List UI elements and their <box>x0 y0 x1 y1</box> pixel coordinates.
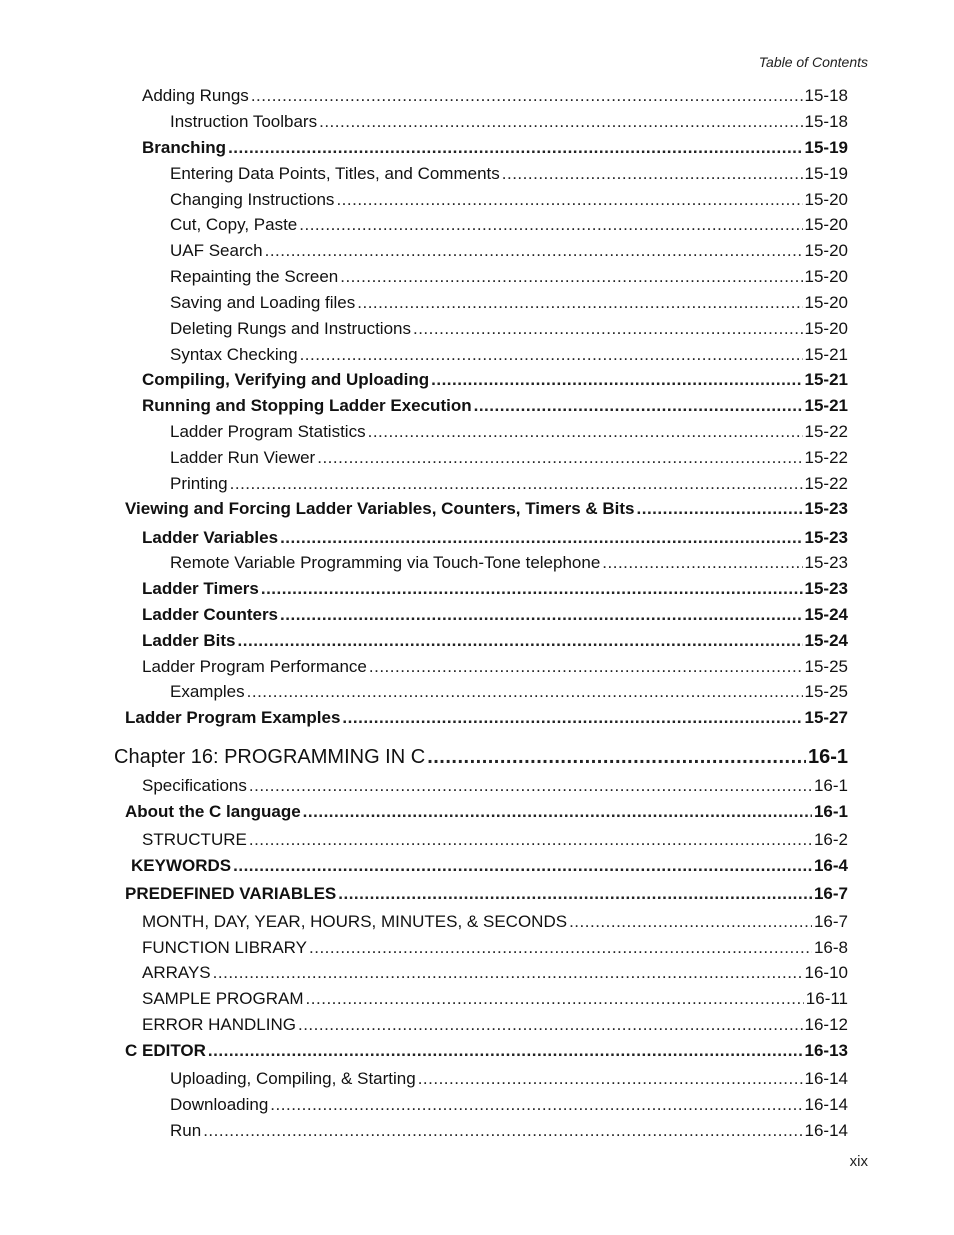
toc-entry-page: 15-20 <box>804 190 848 209</box>
toc-entry[interactable] <box>142 657 848 677</box>
toc-entry-page: 16-12 <box>804 1015 848 1034</box>
toc-entry-page: 16-14 <box>804 1095 848 1114</box>
dot-leader <box>306 989 804 1009</box>
toc-entry[interactable] <box>170 319 848 339</box>
toc-entry-page: 15-23 <box>804 499 848 518</box>
toc-entry-page: 15-22 <box>804 422 848 441</box>
toc-entry[interactable] <box>142 138 848 158</box>
dot-leader <box>569 912 812 932</box>
toc-entry[interactable] <box>170 241 848 261</box>
dot-leader <box>342 708 802 728</box>
toc-entry-page: 16-1 <box>813 802 848 821</box>
toc-entry[interactable] <box>142 86 848 106</box>
dot-leader <box>247 682 803 702</box>
toc-entry-title: Ladder Run Viewer <box>170 448 316 467</box>
dot-leader <box>249 776 812 796</box>
toc-entry[interactable] <box>142 605 848 625</box>
dot-leader <box>299 215 802 235</box>
toc-entry[interactable] <box>170 215 848 235</box>
toc-entry-page: 16-10 <box>804 963 848 982</box>
toc-entry-title: ARRAYS <box>142 963 211 982</box>
toc-entry-title: Ladder Bits <box>142 631 236 650</box>
toc-entry-title: KEYWORDS <box>131 856 232 875</box>
dot-leader <box>300 345 803 365</box>
toc-entry[interactable] <box>170 112 848 132</box>
toc-entry-page: 15-20 <box>804 267 848 286</box>
toc-entry-title: Ladder Timers <box>142 579 259 598</box>
toc-entry[interactable] <box>131 856 848 876</box>
toc-entry-page: 15-19 <box>804 164 848 183</box>
toc-entry-page: 16-1 <box>807 746 848 768</box>
toc-entry-page: 15-24 <box>804 631 848 650</box>
toc-entry-title: Ladder Program Performance <box>142 657 367 676</box>
toc-entry-page: 16-1 <box>813 776 848 795</box>
dot-leader <box>474 396 803 416</box>
toc-entry[interactable] <box>142 830 848 850</box>
toc-entry-title: UAF Search <box>170 241 263 260</box>
toc-entry-page: 15-25 <box>804 682 848 701</box>
dot-leader <box>368 422 803 442</box>
dot-leader <box>265 241 803 261</box>
dot-leader <box>369 657 803 677</box>
toc-entry-title: Ladder Variables <box>142 528 279 547</box>
toc-entry[interactable] <box>170 190 848 210</box>
dot-leader <box>280 605 802 625</box>
toc-entry-title: MONTH, DAY, YEAR, HOURS, MINUTES, & SECONDS <box>142 912 568 931</box>
toc-entry[interactable] <box>125 708 848 728</box>
toc-entry-title: Branching <box>142 138 227 157</box>
toc-entry[interactable] <box>142 1015 848 1035</box>
toc-entry-title: Instruction Toolbars <box>170 112 318 131</box>
dot-leader <box>357 293 802 313</box>
toc-entry[interactable] <box>142 776 848 796</box>
toc-entry[interactable] <box>170 1069 848 1089</box>
dot-leader <box>340 267 802 287</box>
toc-entry-title: Adding Rungs <box>142 86 249 105</box>
toc-entry[interactable] <box>142 528 848 548</box>
toc-entry[interactable] <box>125 1041 848 1061</box>
toc-entry[interactable] <box>170 422 848 442</box>
dot-leader <box>228 138 802 158</box>
dot-leader <box>280 528 802 548</box>
toc-entry-page: 15-21 <box>804 370 848 389</box>
toc-entry-title: PREDEFINED VARIABLES <box>125 884 337 903</box>
toc-entry-title: Entering Data Points, Titles, and Comments <box>170 164 500 183</box>
toc-entry-page: 15-18 <box>804 86 848 105</box>
toc-chapter-heading[interactable] <box>114 745 848 769</box>
toc-entry-title: Running and Stopping Ladder Execution <box>142 396 472 415</box>
toc-entry-title: Changing Instructions <box>170 190 335 209</box>
toc-entry-title: Viewing and Forcing Ladder Variables, Counters, Timers & Bits <box>125 499 635 518</box>
toc-entry-page: 15-27 <box>804 708 848 727</box>
dot-leader <box>338 884 812 904</box>
toc-entry[interactable] <box>170 293 848 313</box>
toc-entry[interactable] <box>170 474 848 494</box>
toc-entry-page: 15-23 <box>804 579 848 598</box>
dot-leader <box>413 319 803 339</box>
toc-entry-page: 16-8 <box>813 938 848 957</box>
toc-entry[interactable] <box>142 912 848 932</box>
toc-entry-title: Chapter 16: PROGRAMMING IN C <box>114 746 426 768</box>
toc-entry-title: Compiling, Verifying and Uploading <box>142 370 430 389</box>
dot-leader <box>208 1041 803 1061</box>
toc-entry-page: 16-14 <box>804 1121 848 1140</box>
toc-entry-title: STRUCTURE <box>142 830 247 849</box>
toc-entry[interactable] <box>142 631 848 651</box>
toc-entry[interactable] <box>142 938 848 958</box>
toc-entry-page: 16-7 <box>813 884 848 903</box>
dot-leader <box>317 448 802 468</box>
dot-leader <box>637 499 803 519</box>
toc-entry-page: 16-7 <box>813 912 848 931</box>
dot-leader <box>230 474 803 494</box>
dot-leader <box>602 553 802 573</box>
toc-entry-page: 15-21 <box>804 396 848 415</box>
toc-entry[interactable] <box>142 963 848 983</box>
running-header: Table of Contents <box>758 54 868 70</box>
dot-leader <box>203 1121 802 1141</box>
dot-leader <box>502 164 803 184</box>
toc-entry-title: ERROR HANDLING <box>142 1015 296 1034</box>
toc-entry[interactable] <box>125 499 848 519</box>
toc-entry-title: Ladder Program Examples <box>125 708 341 727</box>
toc-entry-page: 15-19 <box>804 138 848 157</box>
toc-entry-title: Ladder Program Statistics <box>170 422 366 441</box>
toc-entry-title: C EDITOR <box>125 1041 206 1060</box>
toc-entry-page: 15-20 <box>804 215 848 234</box>
toc-entry[interactable] <box>142 396 848 416</box>
dot-leader <box>261 579 803 599</box>
dot-leader <box>319 112 802 132</box>
dot-leader <box>251 86 803 106</box>
toc-entry-page: 16-4 <box>813 856 848 875</box>
toc-entry-title: Remote Variable Programming via Touch-Tone telephone <box>170 553 601 572</box>
toc-entry-title: Printing <box>170 474 228 493</box>
dot-leader <box>303 802 812 822</box>
toc-entry-title: FUNCTION LIBRARY <box>142 938 307 957</box>
toc-entry-page: 15-21 <box>804 345 848 364</box>
toc-entry-title: Ladder Counters <box>142 605 279 624</box>
dot-leader <box>431 370 802 390</box>
toc-entry[interactable] <box>170 682 848 702</box>
toc-entry[interactable] <box>170 448 848 468</box>
dot-leader <box>238 631 803 651</box>
toc-entry[interactable] <box>142 579 848 599</box>
toc-entry-page: 15-20 <box>804 319 848 338</box>
toc-entry-page: 15-18 <box>804 112 848 131</box>
dot-leader <box>427 745 806 769</box>
toc-entry-title: Repainting the Screen <box>170 267 339 286</box>
toc-entry[interactable] <box>125 802 848 822</box>
toc-entry-title: Specifications <box>142 776 247 795</box>
dot-leader <box>249 830 812 850</box>
toc-entry[interactable] <box>142 370 848 390</box>
toc-entry-title: Examples <box>170 682 245 701</box>
toc-entry[interactable] <box>170 1121 848 1141</box>
toc-entry-page: 15-23 <box>804 553 848 572</box>
toc-entry-page: 15-20 <box>804 241 848 260</box>
dot-leader <box>298 1015 803 1035</box>
toc-entry-title: Downloading <box>170 1095 269 1114</box>
toc-entry-title: Cut, Copy, Paste <box>170 215 298 234</box>
dot-leader <box>213 963 803 983</box>
toc-entry[interactable] <box>170 345 848 365</box>
toc-entry-title: Syntax Checking <box>170 345 298 364</box>
toc-entry-page: 16-14 <box>804 1069 848 1088</box>
page-number: xix <box>849 1153 868 1170</box>
toc-entry-title: About the C language <box>125 802 301 821</box>
toc-entry[interactable] <box>142 989 848 1009</box>
dot-leader <box>309 938 812 958</box>
toc-entry-title: Uploading, Compiling, & Starting <box>170 1069 416 1088</box>
toc-entry-page: 15-24 <box>804 605 848 624</box>
toc-entry-page: 16-11 <box>805 989 848 1008</box>
toc-entry-title: SAMPLE PROGRAM <box>142 989 304 1008</box>
toc-entry-page: 15-20 <box>804 293 848 312</box>
toc-entry-page: 15-22 <box>804 474 848 493</box>
toc-entry[interactable] <box>170 1095 848 1115</box>
dot-leader <box>336 190 802 210</box>
dot-leader <box>418 1069 803 1089</box>
toc-entry-page: 15-23 <box>804 528 848 547</box>
toc-entry[interactable] <box>125 884 848 904</box>
dot-leader <box>233 856 812 876</box>
toc-entry-title: Deleting Rungs and Instructions <box>170 319 411 338</box>
toc-entry-page: 16-2 <box>813 830 848 849</box>
toc-entry-title: Saving and Loading files <box>170 293 356 312</box>
toc-entry[interactable] <box>170 553 848 573</box>
toc-entry[interactable] <box>170 267 848 287</box>
toc-entry[interactable] <box>170 164 848 184</box>
toc-entry-page: 16-13 <box>804 1041 848 1060</box>
toc-entry-page: 15-22 <box>804 448 848 467</box>
toc-entry-title: Run <box>170 1121 202 1140</box>
dot-leader <box>270 1095 802 1115</box>
toc-entry-page: 15-25 <box>804 657 848 676</box>
